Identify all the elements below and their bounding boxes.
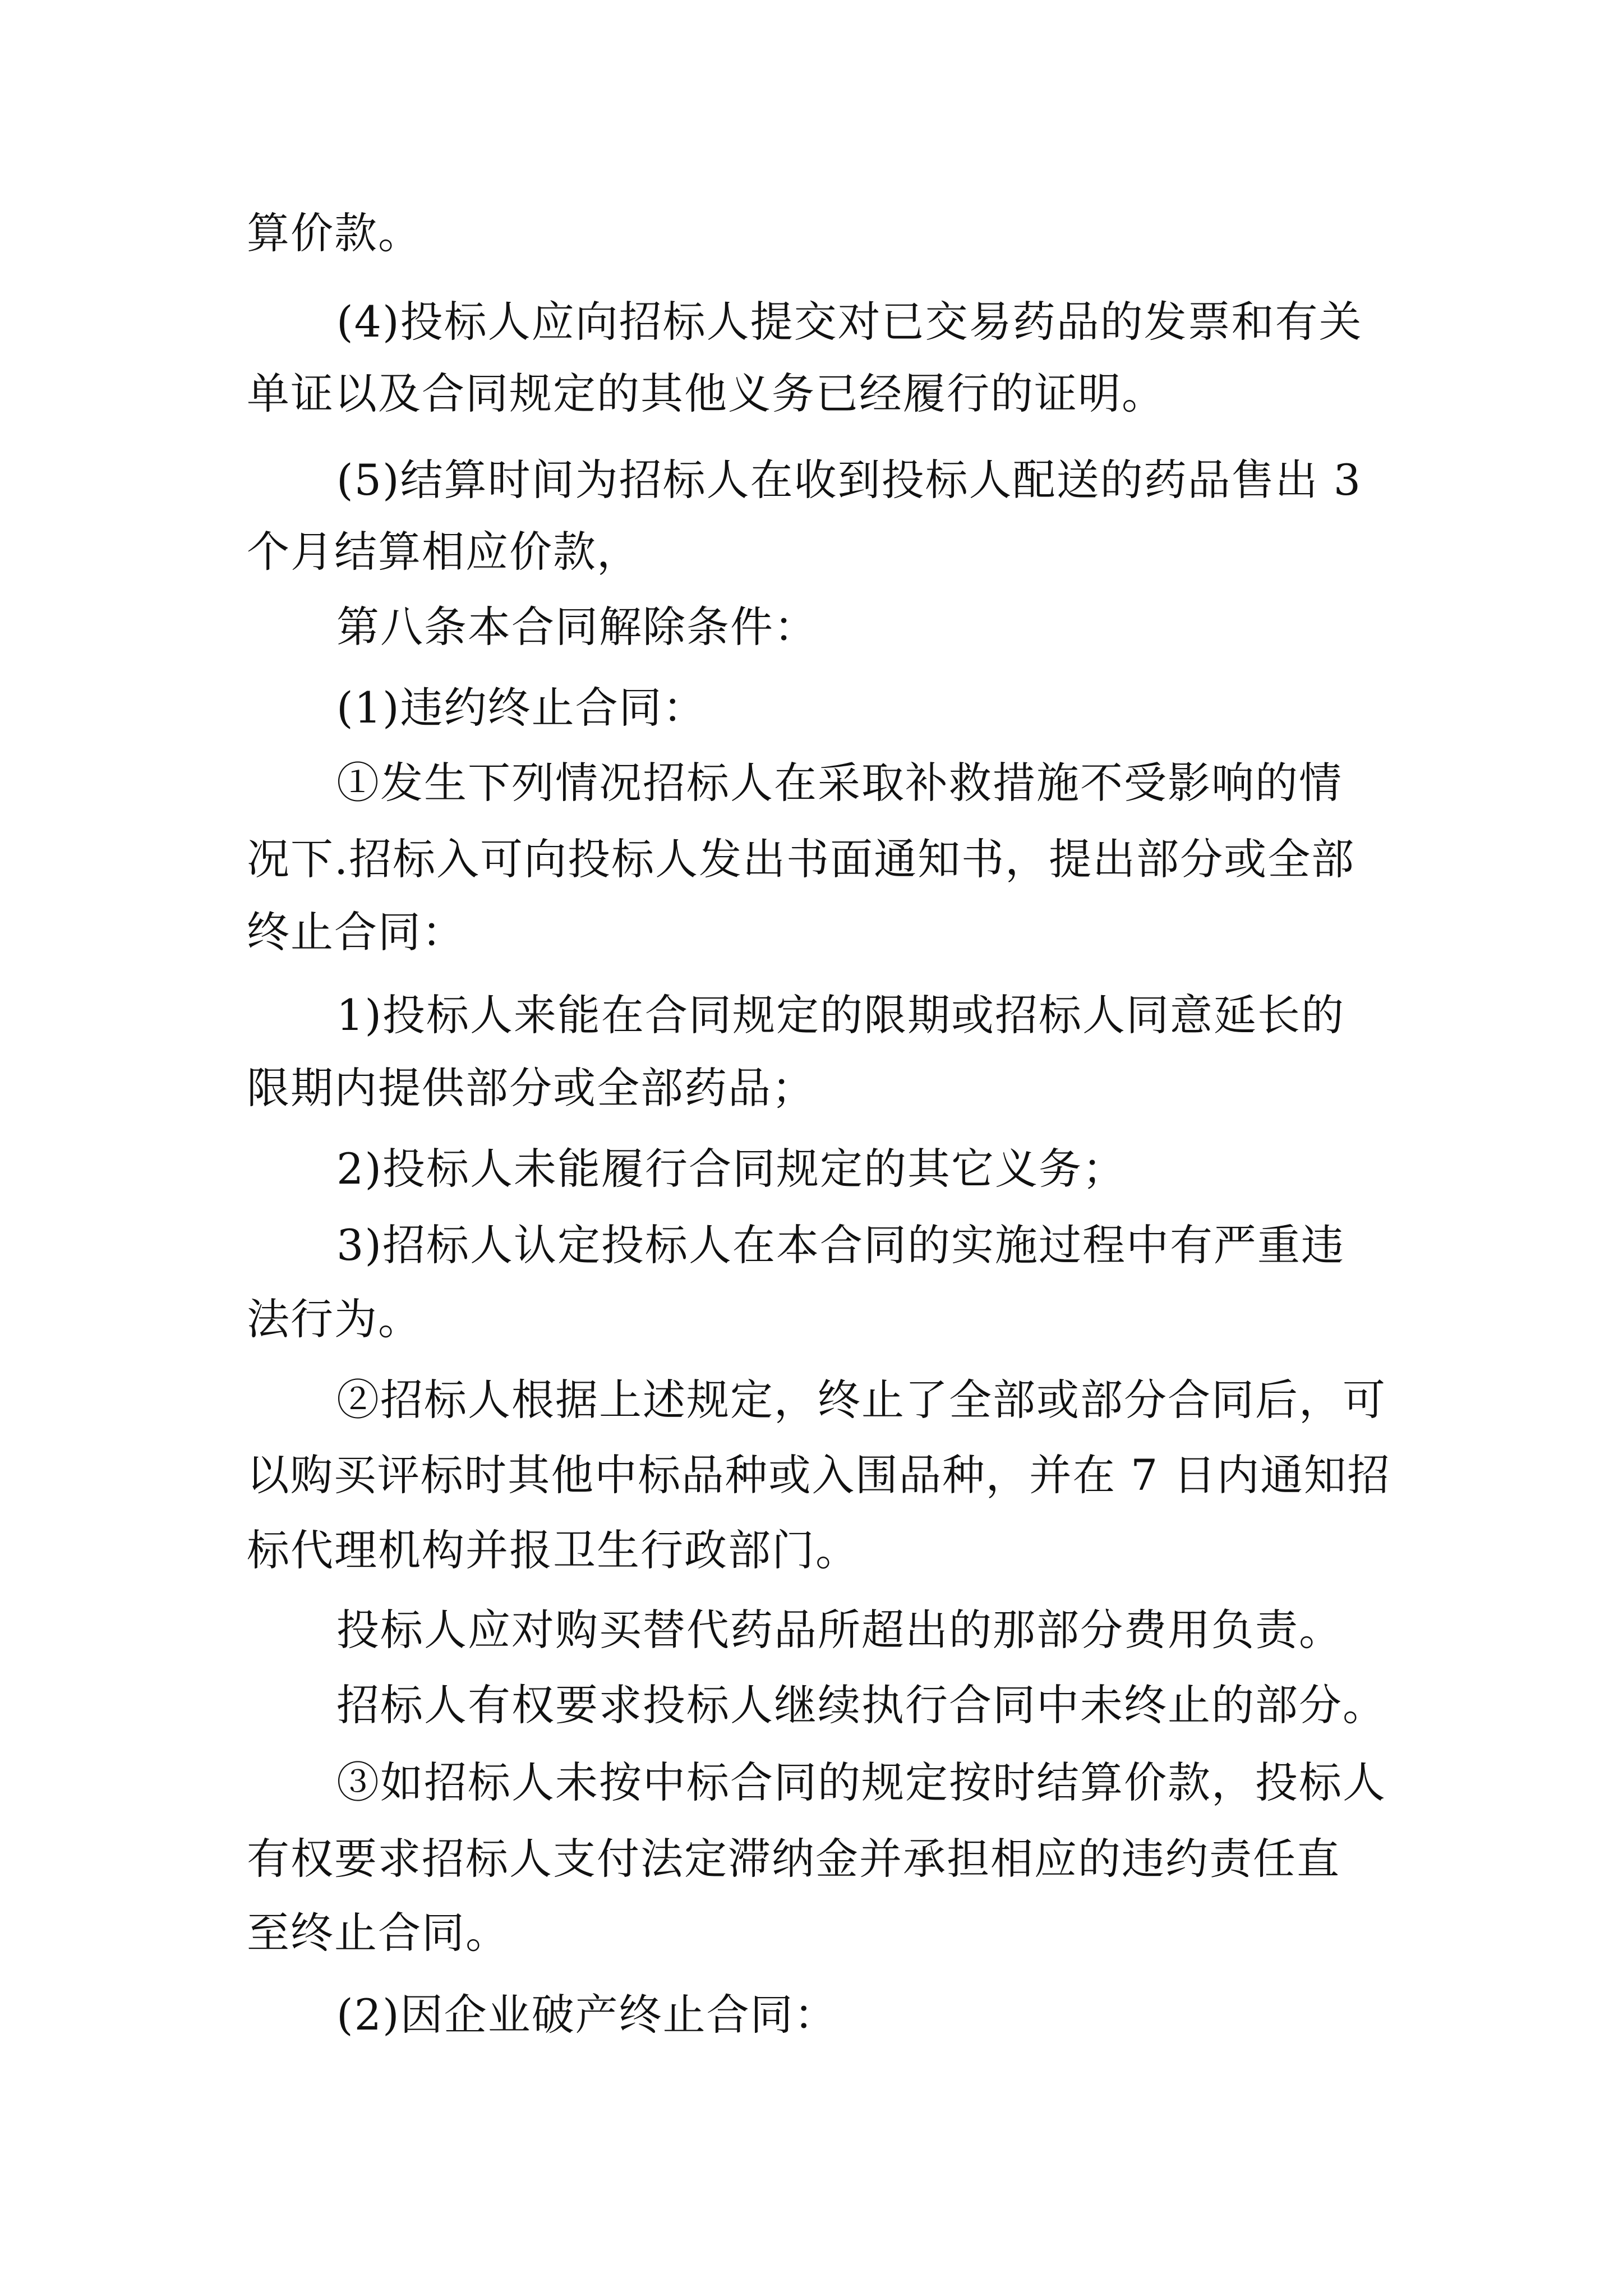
text-line: (2)因企业破产终止合同： [336,1990,838,2040]
text-line: (4)投标人应向招标人提交对已交易药品的发票和有关 [336,297,1363,347]
text-line: 有权要求招标人支付法定滞纳金并承担相应的违约责任直 [247,1834,1340,1884]
text-line: ②招标人根据上述规定，终止了全部或部分合同后，可 [336,1375,1386,1425]
text-line: 至终止合同。 [247,1908,509,1958]
text-line: 1)投标人来能在合同规定的限期或招标人同意延长的 [336,990,1345,1040]
text-line: 以购买评标时其他中标品种或入围品种，并在 7 日内通知招 [247,1450,1391,1500]
text-line: 个月结算相应价款， [247,527,640,577]
text-line: 2)投标人未能履行合同规定的其它义务； [336,1144,1127,1194]
text-line: 招标人有权要求投标人继续执行合同中未终止的部分。 [336,1680,1386,1730]
text-line: 算价款。 [247,208,422,258]
text-line: (1)违约终止合同： [336,683,707,733]
text-line: 限期内提供部分或全部药品； [247,1063,815,1113]
text-line: 第八条本合同解除条件： [336,602,818,652]
text-line: 单证以及合同规定的其他义务已经履行的证明。 [247,369,1165,418]
text-line: 投标人应对购买替代药品所超出的那部分费用负责。 [336,1605,1343,1655]
text-line: 3)招标人认定投标人在本合同的实施过程中有严重违 [336,1220,1345,1270]
text-line: 终止合同： [247,907,465,957]
text-line: ①发生下列情况招标人在采取补救措施不受影响的情 [336,758,1343,808]
text-line: 况下.招标入可向投标人发出书面通知书，提出部分或全部 [247,834,1355,884]
text-line: (5)结算时间为招标人在收到投标人配送的药品售出 3 [336,455,1362,505]
text-line: 标代理机构并报卫生行政部门。 [247,1525,859,1575]
text-line: 法行为。 [247,1294,422,1344]
text-line: ③如招标人未按中标合同的规定按时结算价款，投标人 [336,1757,1386,1807]
